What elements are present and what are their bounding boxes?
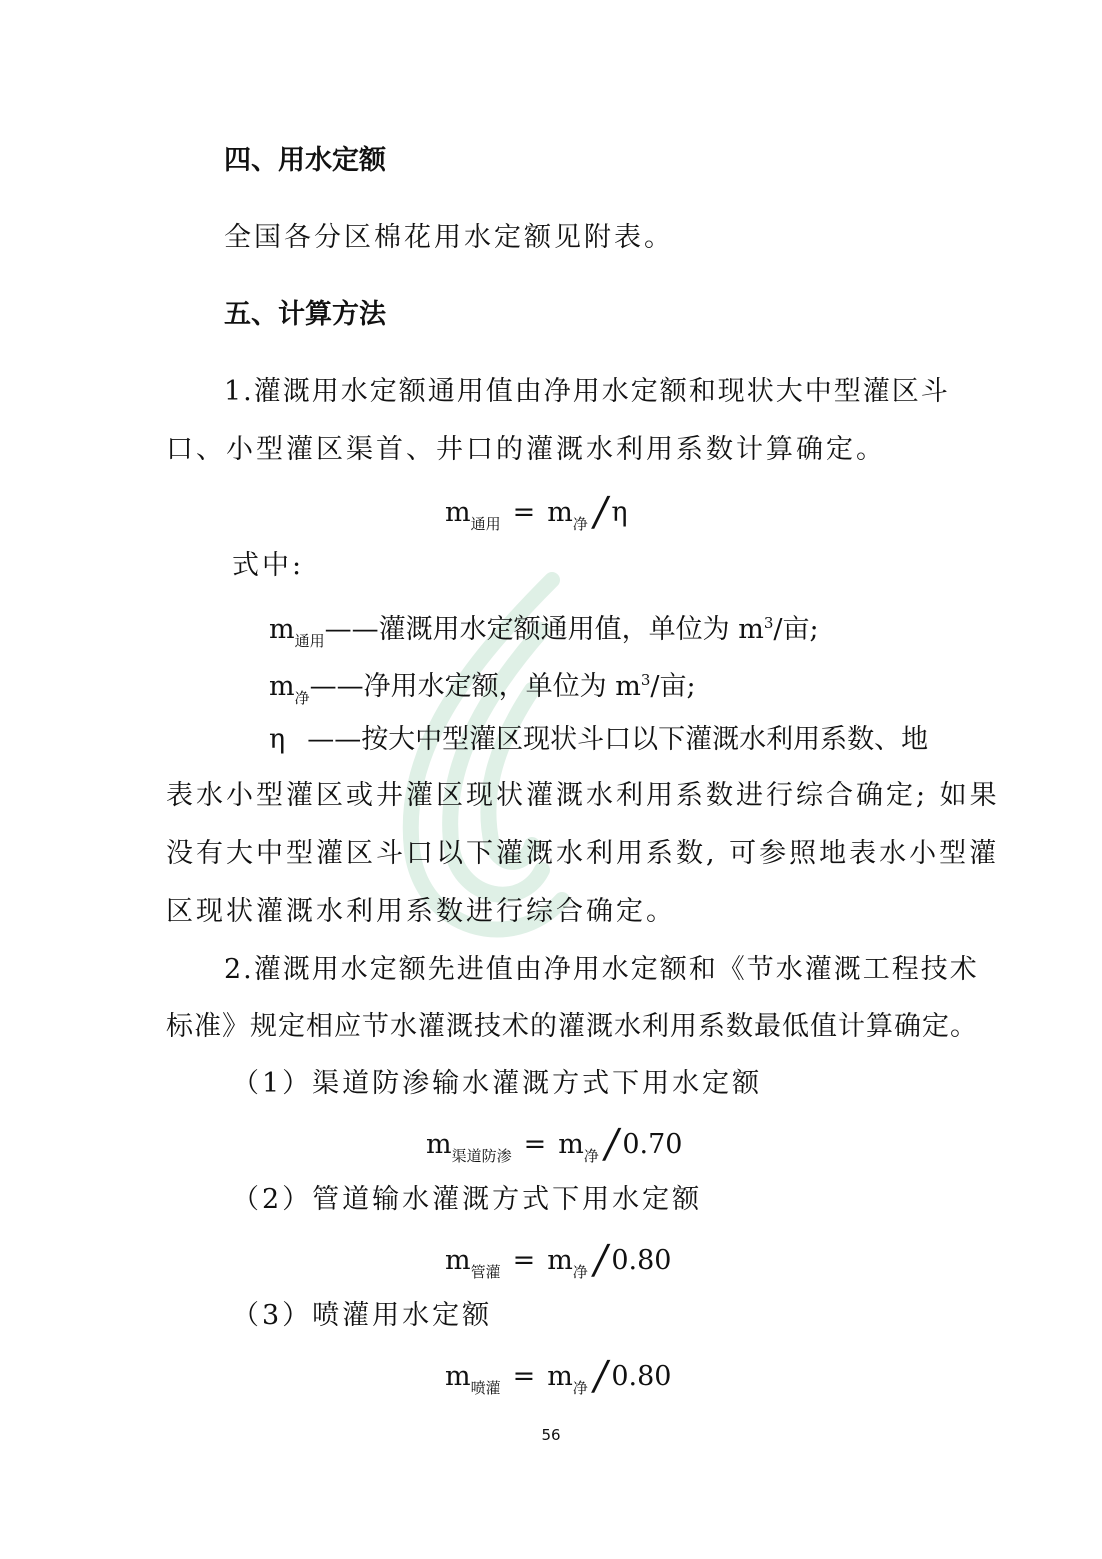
formula-pipe-irrigation: $m_{管灌} = m_净/0.80$ [445, 1237, 672, 1283]
section-4-paragraph: 全国各分区棉花用水定额见附表。 [224, 222, 674, 253]
formula-divisor: η [611, 497, 628, 528]
definition-2: $m_净——$净用水定额，单位为 $m^3/$亩; [269, 671, 696, 707]
definition-1: $m_{通用}——$灌溉用水定额通用值，单位为 $m^3/$亩; [269, 614, 819, 650]
formula-sub-left: 通用 [470, 515, 501, 533]
item-1-line-1: 1.灌溉用水定额通用值由净用水定额和现状大中型灌区斗 [224, 376, 950, 407]
where-label: 式中: [232, 550, 305, 581]
page-number: 56 [541, 1426, 561, 1444]
definition-3-line-2: 表水小型灌区或井灌区现状灌溉水利用系数进行综合确定; 如果 [166, 780, 1000, 811]
formula-equals: = [512, 497, 536, 528]
definition-3-line-3: 没有大中型灌区斗口以下灌溉水利用系数, 可参照地表水小型灌 [166, 838, 1000, 869]
subsection-1-label: （1）渠道防渗输水灌溉方式下用水定额 [232, 1068, 763, 1099]
item-2-line-1: 2.灌溉用水定额先进值由净用水定额和《节水灌溉工程技术 [224, 954, 979, 985]
formula-general [445, 488, 628, 536]
item-1-line-2: 口、小型灌区渠首、井口的灌溉水利用系数计算确定。 [166, 434, 886, 465]
formula-m: m [445, 497, 471, 528]
section-5-heading: 五、计算方法 [224, 299, 386, 330]
formula-canal-lining: $m_{渠道防渗} = m_净/0.70$ [426, 1121, 683, 1167]
subsection-3-label: （3）喷灌用水定额 [232, 1300, 493, 1331]
formula-slash: / [589, 489, 612, 535]
formula-sprinkler: $m_{喷灌} = m_净/0.80$ [445, 1353, 672, 1399]
formula-m-right: m [547, 497, 573, 528]
definition-3-line-4: 区现状灌溉水利用系数进行综合确定。 [166, 896, 676, 927]
definition-3-line-1: η ——按大中型灌区现状斗口以下灌溉水利用系数、地 [269, 724, 929, 755]
subsection-2-label: （2）管道输水灌溉方式下用水定额 [232, 1184, 703, 1215]
item-2-line-2: 标准》规定相应节水灌溉技术的灌溉水利用系数最低值计算确定。 [166, 1011, 978, 1042]
formula-sub-right: 净 [572, 515, 588, 533]
section-4-heading: 四、用水定额 [224, 145, 386, 176]
